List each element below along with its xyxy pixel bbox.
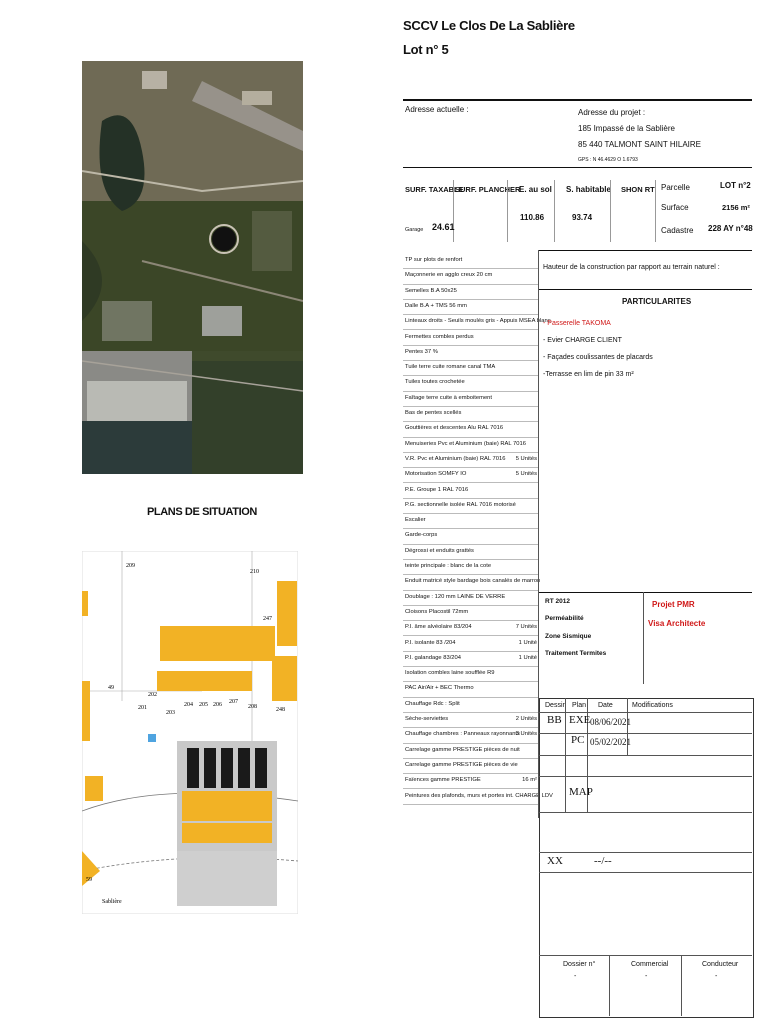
rev-row-rule-4 bbox=[539, 812, 752, 813]
col-plan: Plan bbox=[572, 702, 587, 709]
spec-label: Faïences gamme PRESTIGE bbox=[405, 777, 481, 784]
spec-row bbox=[403, 789, 553, 805]
spec-row bbox=[403, 437, 538, 453]
rev-header-rule bbox=[539, 712, 752, 713]
hauteur-text: Hauteur de la construction par rapport au terrain naturel : bbox=[543, 264, 720, 271]
plan-label-49: 49 bbox=[108, 685, 114, 691]
spec-quantity: 5 Unités bbox=[515, 455, 537, 462]
spec-label: V.R. Pvc et Aluminium (baie) RAL 7016 bbox=[405, 455, 506, 462]
plan-label-204: 204 bbox=[184, 702, 193, 708]
spec-label: Cloisons Placostil 72mm bbox=[405, 608, 469, 615]
taxable-value: 24.61 bbox=[432, 222, 455, 232]
rt-permeabilite: Perméabilité bbox=[545, 615, 584, 622]
spec-row bbox=[403, 498, 538, 514]
spec-row bbox=[403, 268, 538, 284]
eau-sol-value: 110.86 bbox=[520, 213, 545, 222]
rev-row-rule-2 bbox=[539, 755, 752, 756]
rt-traitement-termites: Traitement Termites bbox=[545, 650, 607, 657]
commercial-label: Commercial bbox=[631, 961, 669, 968]
spec-row bbox=[403, 544, 538, 560]
spec-row bbox=[403, 360, 538, 376]
spec-quantity: 7 Unités bbox=[515, 624, 537, 631]
col-modifications: Modifications bbox=[632, 702, 673, 709]
surf-divider-2 bbox=[507, 180, 508, 242]
spec-row bbox=[403, 314, 551, 330]
project-address-line2: 85 440 TALMONT SAINT HILAIRE bbox=[578, 140, 702, 149]
conducteur-value: - bbox=[715, 973, 718, 980]
rt-2012: RT 2012 bbox=[545, 598, 570, 605]
plan-label-207: 207 bbox=[229, 699, 238, 705]
spec-row bbox=[403, 758, 538, 774]
spec-row bbox=[403, 513, 538, 529]
spec-label: Gouttières et descentes Alu RAL 7016 bbox=[405, 425, 504, 432]
spec-row bbox=[403, 391, 538, 407]
lot-number: Lot n° 5 bbox=[403, 42, 449, 57]
plan-label-203: 203 bbox=[166, 710, 175, 716]
surface-label: Surface bbox=[661, 203, 689, 212]
spec-label: Fermettes combles perdus bbox=[405, 333, 474, 340]
plan-label-209: 209 bbox=[126, 563, 135, 569]
spec-label: Maçonnerie en agglo creux 20 cm bbox=[405, 272, 493, 279]
spec-row bbox=[403, 681, 538, 697]
rev1-plan: EXE bbox=[569, 714, 591, 726]
project-title: SCCV Le Clos De La Sablière bbox=[403, 18, 575, 33]
rev1-dessin: BB bbox=[547, 714, 562, 726]
map-label: MAP bbox=[569, 786, 593, 798]
spec-quantity: 2 Unités bbox=[515, 716, 537, 722]
surface-value: 2156 m² bbox=[722, 203, 750, 212]
spec-row bbox=[403, 284, 538, 300]
spec-quantity: 16 m² bbox=[522, 777, 537, 784]
spec-label: Semelles B.A 50x25 bbox=[405, 287, 457, 294]
parcelle-divider bbox=[655, 180, 656, 242]
spec-row bbox=[403, 406, 538, 422]
spec-label: Bas de pentes scellés bbox=[405, 410, 462, 416]
plan-label-208: 208 bbox=[248, 704, 257, 710]
dossier-label: Dossier n° bbox=[563, 961, 596, 968]
site-plan bbox=[82, 551, 298, 914]
spec-quantity: 1 Unité bbox=[518, 639, 537, 646]
plan-label-59: 59 bbox=[86, 877, 92, 883]
spec-row bbox=[403, 712, 538, 728]
spec-row bbox=[403, 467, 538, 483]
spec-quantity: 5 Unités bbox=[515, 471, 537, 478]
aerial-photo bbox=[82, 61, 303, 474]
spec-row bbox=[403, 651, 538, 667]
gps-coordinates: GPS : N 46.4629 O 1.6793 bbox=[578, 157, 638, 163]
spec-label: Menuiseries Pvc et Aluminium (baie) RAL 7016 bbox=[405, 440, 526, 447]
spec-label: Dalle B.A + TMS 56 mm bbox=[405, 302, 467, 309]
plan-label-248: 248 bbox=[276, 707, 285, 713]
address-rule bbox=[403, 167, 752, 168]
spec-label: Carrelage gamme PRESTIGE pièces de nuit bbox=[405, 746, 520, 753]
specification-list bbox=[403, 253, 553, 816]
spec-label: Dégrossi et enduits grattés bbox=[405, 547, 474, 554]
spec-quantity: 3 Unités bbox=[515, 731, 537, 738]
spec-label: Chauffage chambres : Panneaux rayonnants bbox=[405, 731, 520, 738]
dash-label: --/-- bbox=[594, 855, 612, 867]
spec-label: Carrelage gamme PRESTIGE pièces de vie bbox=[405, 761, 518, 768]
spec-row bbox=[403, 773, 538, 789]
xx-label: XX bbox=[547, 855, 563, 867]
spec-label: P.I. isolante 83 /204 bbox=[405, 639, 456, 646]
project-address-line1: 185 Impassé de la Sablière bbox=[578, 124, 675, 133]
particularite-1: - Passerelle TAKOMA bbox=[543, 320, 611, 327]
col-surf-taxable: SURF. TAXABLE bbox=[405, 185, 464, 194]
spec-label: PAC Air/Air + BEC Thermo bbox=[405, 685, 474, 692]
spec-label: Tuiles toutes crochetée bbox=[405, 379, 465, 386]
cadastre-label: Cadastre bbox=[661, 226, 694, 235]
current-address-label: Adresse actuelle : bbox=[405, 105, 469, 114]
parcelle-label: Parcelle bbox=[661, 183, 690, 192]
rev-col-3 bbox=[627, 698, 628, 756]
habitable-value: 93.74 bbox=[572, 213, 593, 222]
spec-row bbox=[403, 697, 538, 713]
hauteur-rule bbox=[539, 250, 752, 251]
rev2-plan: PC bbox=[571, 734, 585, 746]
spec-label: teinte principale : blanc de la cote bbox=[405, 563, 492, 569]
plans-de-situation-label: PLANS DE SITUATION bbox=[147, 506, 257, 518]
conducteur-label: Conducteur bbox=[702, 961, 739, 968]
commercial-value: - bbox=[645, 973, 648, 980]
spec-label: Peintures des plafonds, murs et portes int. CHARGE LDV bbox=[405, 792, 553, 799]
spec-label: TP sur plots de renfort bbox=[405, 257, 463, 263]
spec-label: P.I. âme alvéolaire 83/204 bbox=[405, 624, 472, 631]
spec-label: Doublage : 120 mm LAINE DE VERRE bbox=[405, 593, 506, 600]
col-s-habitable: S. habitable bbox=[566, 185, 611, 194]
spec-label: Pentes 37 % bbox=[405, 348, 438, 355]
projet-pmr: Projet PMR bbox=[652, 600, 695, 609]
spec-quantity: 1 Unité bbox=[518, 654, 537, 661]
col-shon-rt: SHON RT bbox=[621, 185, 655, 194]
spec-label: P.E. Groupe 1 RAL 7016 bbox=[405, 486, 469, 493]
rev1-date: 08/06/2021 bbox=[590, 717, 632, 727]
particularite-2: - Evier CHARGE CLIENT bbox=[543, 337, 622, 344]
spec-row bbox=[403, 452, 538, 468]
surf-divider-3 bbox=[554, 180, 555, 242]
spec-label: P.G. sectionnelle isolée RAL 7016 motorisé bbox=[405, 501, 516, 508]
spec-row bbox=[403, 483, 538, 499]
surf-divider-4 bbox=[610, 180, 611, 242]
rev-row-rule-3 bbox=[539, 776, 752, 777]
spec-label: Sèche-serviettes bbox=[405, 716, 449, 722]
col-surf-plancher: SURF. PLANCHER bbox=[455, 185, 521, 194]
footer-rule bbox=[539, 955, 752, 956]
particularite-3: - Façades coulissantes de placards bbox=[543, 354, 653, 361]
spec-row bbox=[403, 253, 538, 269]
particularites-rule bbox=[539, 289, 752, 290]
rev2-date: 05/02/2021 bbox=[590, 737, 632, 747]
spec-row bbox=[403, 528, 538, 544]
plan-label-202: 202 bbox=[148, 692, 157, 698]
spec-label: Tuile terre cuite romane canal TMA bbox=[405, 364, 496, 371]
spec-label: Escalier bbox=[405, 517, 426, 524]
spec-label: Isolation combles laine soufflée R9 bbox=[405, 670, 495, 677]
spec-label: P.I. galandage 83/204 bbox=[405, 654, 461, 661]
spec-label: Motorisation SOMFY IO bbox=[405, 471, 467, 478]
col-dessin: Dessin bbox=[545, 702, 567, 709]
spec-row bbox=[403, 620, 538, 636]
project-address-label: Adresse du projet : bbox=[578, 108, 646, 117]
particularites-title: PARTICULARITES bbox=[622, 297, 692, 306]
footer-col-1 bbox=[609, 955, 610, 1016]
title-block bbox=[539, 698, 754, 1018]
plan-label-247: 247 bbox=[263, 616, 272, 622]
plan-label-201: 201 bbox=[138, 705, 147, 711]
col-eau-sol: E. au sol bbox=[519, 185, 552, 194]
spec-row bbox=[403, 330, 538, 346]
spec-row bbox=[403, 666, 538, 682]
col-date: Date bbox=[598, 702, 613, 709]
spec-row bbox=[403, 590, 538, 606]
plan-label-205: 205 bbox=[199, 702, 208, 708]
footer-col-2 bbox=[681, 955, 682, 1016]
spec-row bbox=[403, 743, 538, 759]
garage-label: Garage bbox=[405, 227, 424, 233]
xx-rule-top bbox=[539, 852, 752, 853]
surf-divider-1 bbox=[453, 180, 454, 242]
spec-label: Enduit matricé style bardage bois canalés de marron bbox=[405, 578, 541, 585]
spec-row bbox=[403, 727, 538, 743]
spec-row bbox=[403, 574, 541, 590]
cadastre-value: 228 AY n°48 bbox=[708, 224, 753, 233]
spec-row bbox=[403, 605, 538, 621]
rt-rule bbox=[539, 592, 752, 593]
spec-row bbox=[403, 375, 538, 391]
spec-row bbox=[403, 345, 538, 361]
parcelle-value: LOT n°2 bbox=[720, 181, 751, 190]
rt-zone-sismique: Zone Sismique bbox=[545, 633, 592, 640]
xx-rule-bottom bbox=[539, 872, 752, 873]
dossier-value: - bbox=[574, 973, 577, 980]
rt-divider bbox=[643, 592, 644, 684]
spec-row bbox=[403, 636, 538, 652]
plan-label-street: Sablière bbox=[102, 899, 122, 905]
spec-row bbox=[403, 559, 538, 575]
plan-label-206: 206 bbox=[213, 702, 222, 708]
particularite-4: -Terrasse en lim de pin 33 m² bbox=[543, 371, 634, 378]
spec-row bbox=[403, 421, 538, 437]
plan-label-210: 210 bbox=[250, 569, 259, 575]
spec-label: Linteaux droits - Seuils moulés gris - Appuis MSEA blanc bbox=[405, 318, 551, 325]
spec-label: Garde-corps bbox=[405, 532, 438, 539]
spec-label: Chauffage Rdc : Split bbox=[405, 700, 460, 707]
spec-row bbox=[403, 299, 538, 315]
spec-label: Faîtage terre cuite à emboitement bbox=[405, 394, 492, 401]
header-rule bbox=[403, 99, 752, 101]
visa-architecte: Visa Architecte bbox=[648, 619, 706, 628]
